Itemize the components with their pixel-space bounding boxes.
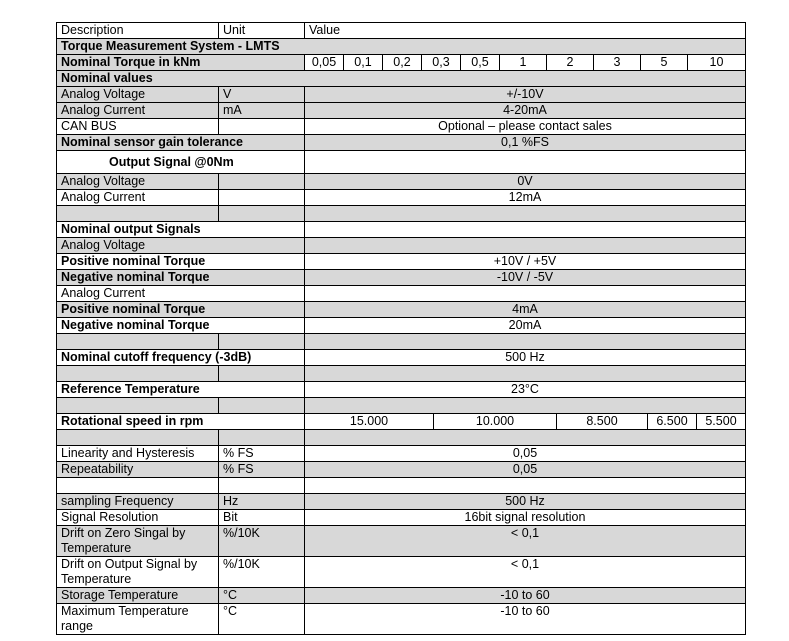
table-row — [57, 190, 746, 206]
table-row — [57, 604, 746, 635]
header-unit: Unit — [219, 23, 305, 39]
table-row — [57, 526, 746, 557]
analog-voltage-unit: V — [219, 87, 305, 103]
can-bus-label: CAN BUS — [57, 119, 219, 135]
analog-voltage-label: Analog Voltage — [57, 87, 219, 103]
resolution-unit: Bit — [219, 510, 305, 526]
repeatability-label: Repeatability — [57, 462, 219, 478]
rpm-value: 5.500 — [696, 414, 745, 429]
torque-value: 1 — [499, 55, 546, 70]
zero-current-value: 12mA — [305, 190, 746, 206]
output-zero-heading: Output Signal @0Nm — [57, 151, 305, 174]
rot-speed-values — [305, 414, 746, 430]
pos-torque-c-value: 4mA — [305, 302, 746, 318]
storage-temp-label: Storage Temperature — [57, 588, 219, 604]
storage-temp-value: -10 to 60 — [305, 588, 746, 604]
rot-speed-label: Rotational speed in rpm — [57, 414, 305, 430]
spec-table — [56, 22, 746, 635]
gain-tolerance-label: Nominal sensor gain tolerance — [57, 135, 305, 151]
table-row — [57, 318, 746, 334]
table-row — [57, 103, 746, 119]
table-row — [57, 462, 746, 478]
torque-value: 5 — [640, 55, 687, 70]
table-row — [57, 238, 746, 254]
torque-value: 0,2 — [382, 55, 421, 70]
neg-torque-v-label: Negative nominal Torque — [57, 270, 305, 286]
neg-torque-c-label: Negative nominal Torque — [57, 318, 305, 334]
table-row — [57, 557, 746, 588]
table-row — [57, 174, 746, 190]
torque-value: 0,05 — [311, 55, 337, 69]
spacer-row — [57, 430, 746, 446]
drift-output-label: Drift on Output Signal by Temperature — [57, 557, 219, 588]
gain-tolerance-value: 0,1 %FS — [305, 135, 746, 151]
pos-torque-v-value: +10V / +5V — [305, 254, 746, 270]
torque-value: 2 — [546, 55, 593, 70]
table-row — [57, 55, 746, 71]
table-row — [57, 222, 746, 238]
zero-voltage-value: 0V — [305, 174, 746, 190]
empty-cell — [219, 190, 305, 206]
analog-current-label: Analog Current — [57, 103, 219, 119]
table-row — [57, 588, 746, 604]
storage-temp-unit: °C — [219, 588, 305, 604]
torque-value: 0,3 — [421, 55, 460, 70]
neg-torque-c-value: 20mA — [305, 318, 746, 334]
pos-torque-v-label: Positive nominal Torque — [57, 254, 305, 270]
table-row — [57, 135, 746, 151]
ref-temp-label: Reference Temperature — [57, 382, 305, 398]
table-row — [57, 414, 746, 430]
analog-voltage-value: +/-10V — [305, 87, 746, 103]
linearity-label: Linearity and Hysteresis — [57, 446, 219, 462]
empty-cell — [305, 238, 746, 254]
table-row — [57, 71, 746, 87]
ref-temp-value: 23°C — [305, 382, 746, 398]
table-row — [57, 39, 746, 55]
table-row — [57, 254, 746, 270]
repeatability-unit: % FS — [219, 462, 305, 478]
max-temp-value: -10 to 60 — [305, 604, 746, 635]
rpm-value: 6.500 — [647, 414, 696, 429]
drift-zero-unit: %/10K — [219, 526, 305, 557]
table-row — [57, 151, 746, 174]
table-row — [57, 286, 746, 302]
header-description: Description — [57, 23, 219, 39]
nominal-torque-label: Nominal Torque in kNm — [57, 55, 305, 71]
spacer-row — [57, 478, 746, 494]
sampling-value: 500 Hz — [305, 494, 746, 510]
table-row — [57, 350, 746, 366]
resolution-label: Signal Resolution — [57, 510, 219, 526]
spacer-row — [57, 366, 746, 382]
drift-zero-label: Drift on Zero Singal by Temperature — [57, 526, 219, 557]
table-row — [57, 270, 746, 286]
table-row — [57, 119, 746, 135]
pos-torque-c-label: Positive nominal Torque — [57, 302, 305, 318]
zero-current-label: Analog Current — [57, 190, 219, 206]
nominal-torque-values — [305, 55, 746, 71]
torque-value: 3 — [593, 55, 640, 70]
torque-value: 0,1 — [343, 55, 382, 70]
neg-torque-v-value: -10V / -5V — [305, 270, 746, 286]
can-bus-unit — [219, 119, 305, 135]
empty-cell — [305, 151, 746, 174]
resolution-value: 16bit signal resolution — [305, 510, 746, 526]
can-bus-value: Optional – please contact sales — [305, 119, 746, 135]
drift-zero-value: < 0,1 — [305, 526, 746, 557]
repeatability-value: 0,05 — [305, 462, 746, 478]
table-row — [57, 494, 746, 510]
analog-current-value: 4-20mA — [305, 103, 746, 119]
rpm-value: 15.000 — [349, 414, 389, 428]
empty-cell — [219, 174, 305, 190]
table-row — [57, 87, 746, 103]
table-header-row — [57, 23, 746, 39]
rpm-value: 10.000 — [433, 414, 556, 429]
empty-cell — [305, 286, 746, 302]
spacer-row — [57, 206, 746, 222]
nominal-output-heading: Nominal output Signals — [57, 222, 305, 238]
linearity-unit: % FS — [219, 446, 305, 462]
empty-cell — [305, 222, 746, 238]
analog-current-unit: mA — [219, 103, 305, 119]
table-row — [57, 302, 746, 318]
rpm-value: 8.500 — [556, 414, 647, 429]
out-current-label: Analog Current — [57, 286, 305, 302]
header-value: Value — [305, 23, 746, 39]
system-title: Torque Measurement System - LMTS — [57, 39, 746, 55]
table-row — [57, 446, 746, 462]
spec-sheet — [56, 22, 745, 635]
nominal-values-heading: Nominal values — [57, 71, 746, 87]
cutoff-label: Nominal cutoff frequency (-3dB) — [57, 350, 305, 366]
table-row — [57, 510, 746, 526]
max-temp-unit: °C — [219, 604, 305, 635]
max-temp-label: Maximum Temperature range — [57, 604, 219, 635]
torque-value: 0,5 — [460, 55, 499, 70]
spacer-row — [57, 334, 746, 350]
drift-output-value: < 0,1 — [305, 557, 746, 588]
out-voltage-label: Analog Voltage — [57, 238, 305, 254]
zero-voltage-label: Analog Voltage — [57, 174, 219, 190]
drift-output-unit: %/10K — [219, 557, 305, 588]
sampling-label: sampling Frequency — [57, 494, 219, 510]
table-row — [57, 382, 746, 398]
cutoff-value: 500 Hz — [305, 350, 746, 366]
sampling-unit: Hz — [219, 494, 305, 510]
torque-value: 10 — [687, 55, 745, 70]
linearity-value: 0,05 — [305, 446, 746, 462]
spacer-row — [57, 398, 746, 414]
